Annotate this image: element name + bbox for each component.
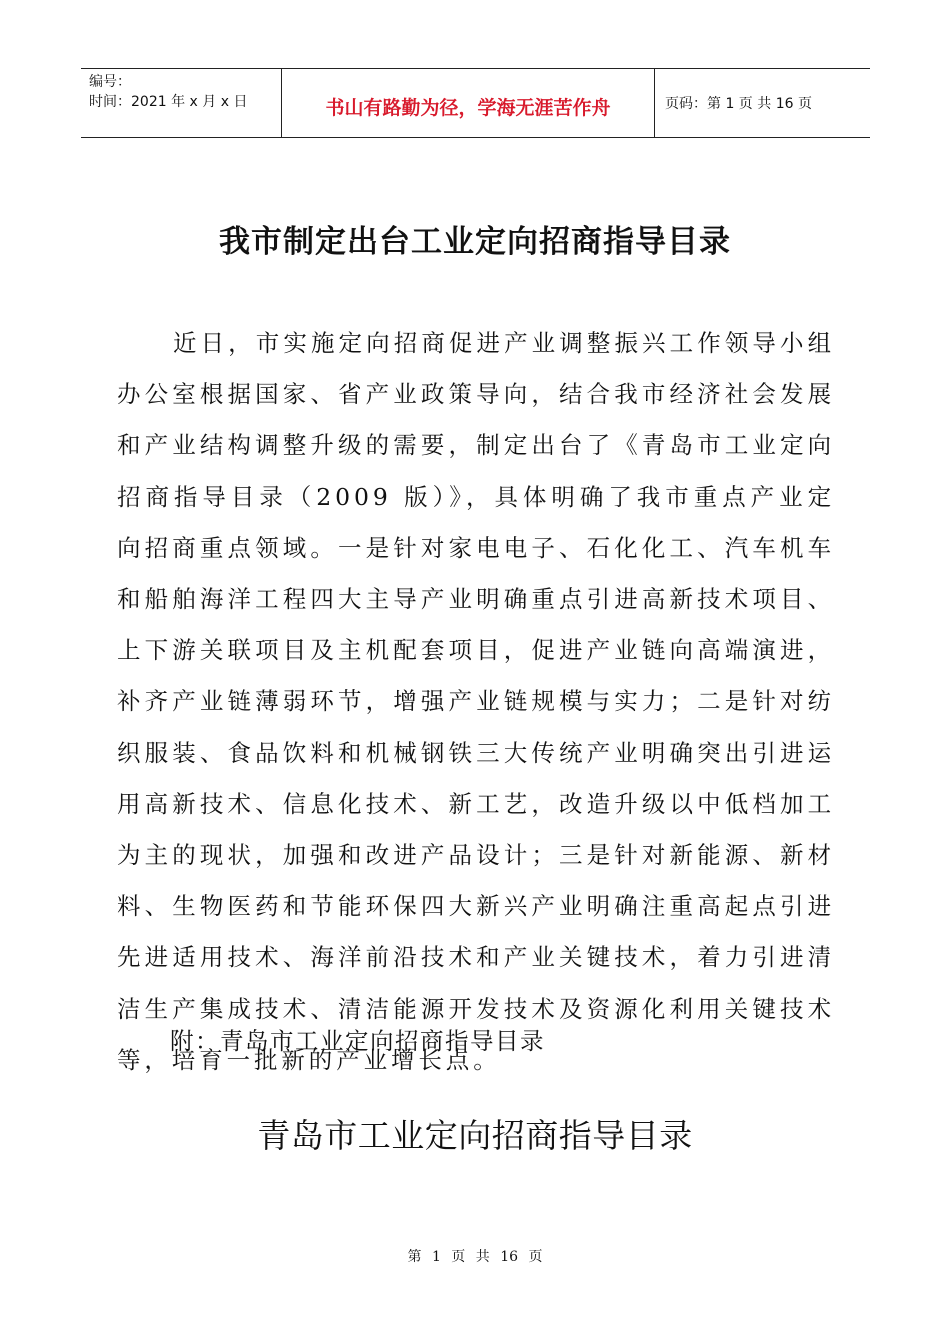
header-motto-cell bbox=[282, 69, 655, 137]
body-paragraph: 近日，市实施定向招商促进产业调整振兴工作领导小组办公室根据国家、省产业政策导向，结合我市经济社会发展和产业结构调整升级的需要，制定出台了《青岛市工业定向招商指导目录（2009 版）》，具体明确了我市重点产业定向招商重点领域。一是针对家电电子、石化化工、汽车机车和船舶海洋工程四大主导产业明确重点引进高新技术项目、上下游关联项目及主机配套项目，促进产业链向高端演进，补齐产业链薄弱环节，增强产业链规模与实力；二是针对纺织服装、食品饮料和机械钢铁三大传统产业明确突出引进运用高新技术、信息化技术、新工艺，改造升级以中低档加工为主的现状，加强和改进产品设计；三是针对新能源、新材料、生物医药和节能环保四大新兴产业明确注重高起点引进先进适用技术、海洋前沿技术和产业关键技术，着力引进清洁生产集成技术、清洁能源开发技术及资源化利用关键技术等，培育一批新的产业增长点。 bbox=[117, 329, 835, 1074]
time-label: 时间：2021 年 x 月 x 日 bbox=[89, 94, 248, 110]
number-label: 编号： bbox=[89, 74, 131, 90]
header-meta-cell bbox=[81, 69, 282, 137]
document-header bbox=[81, 68, 870, 138]
header-page-code: 页码：第 1 页 共 16 页 bbox=[665, 96, 812, 112]
header-motto: 书山有路勤为径，学海无涯苦作舟 bbox=[325, 97, 611, 119]
attachment-note: 附：青岛市工业定向招商指导目录 bbox=[170, 1027, 545, 1055]
header-page-cell bbox=[655, 69, 870, 137]
document-title: 我市制定出台工业定向招商指导目录 bbox=[219, 224, 731, 260]
page-footer: 第 1 页 共 16 页 bbox=[407, 1249, 543, 1265]
catalog-title: 青岛市工业定向招商指导目录 bbox=[257, 1116, 693, 1155]
